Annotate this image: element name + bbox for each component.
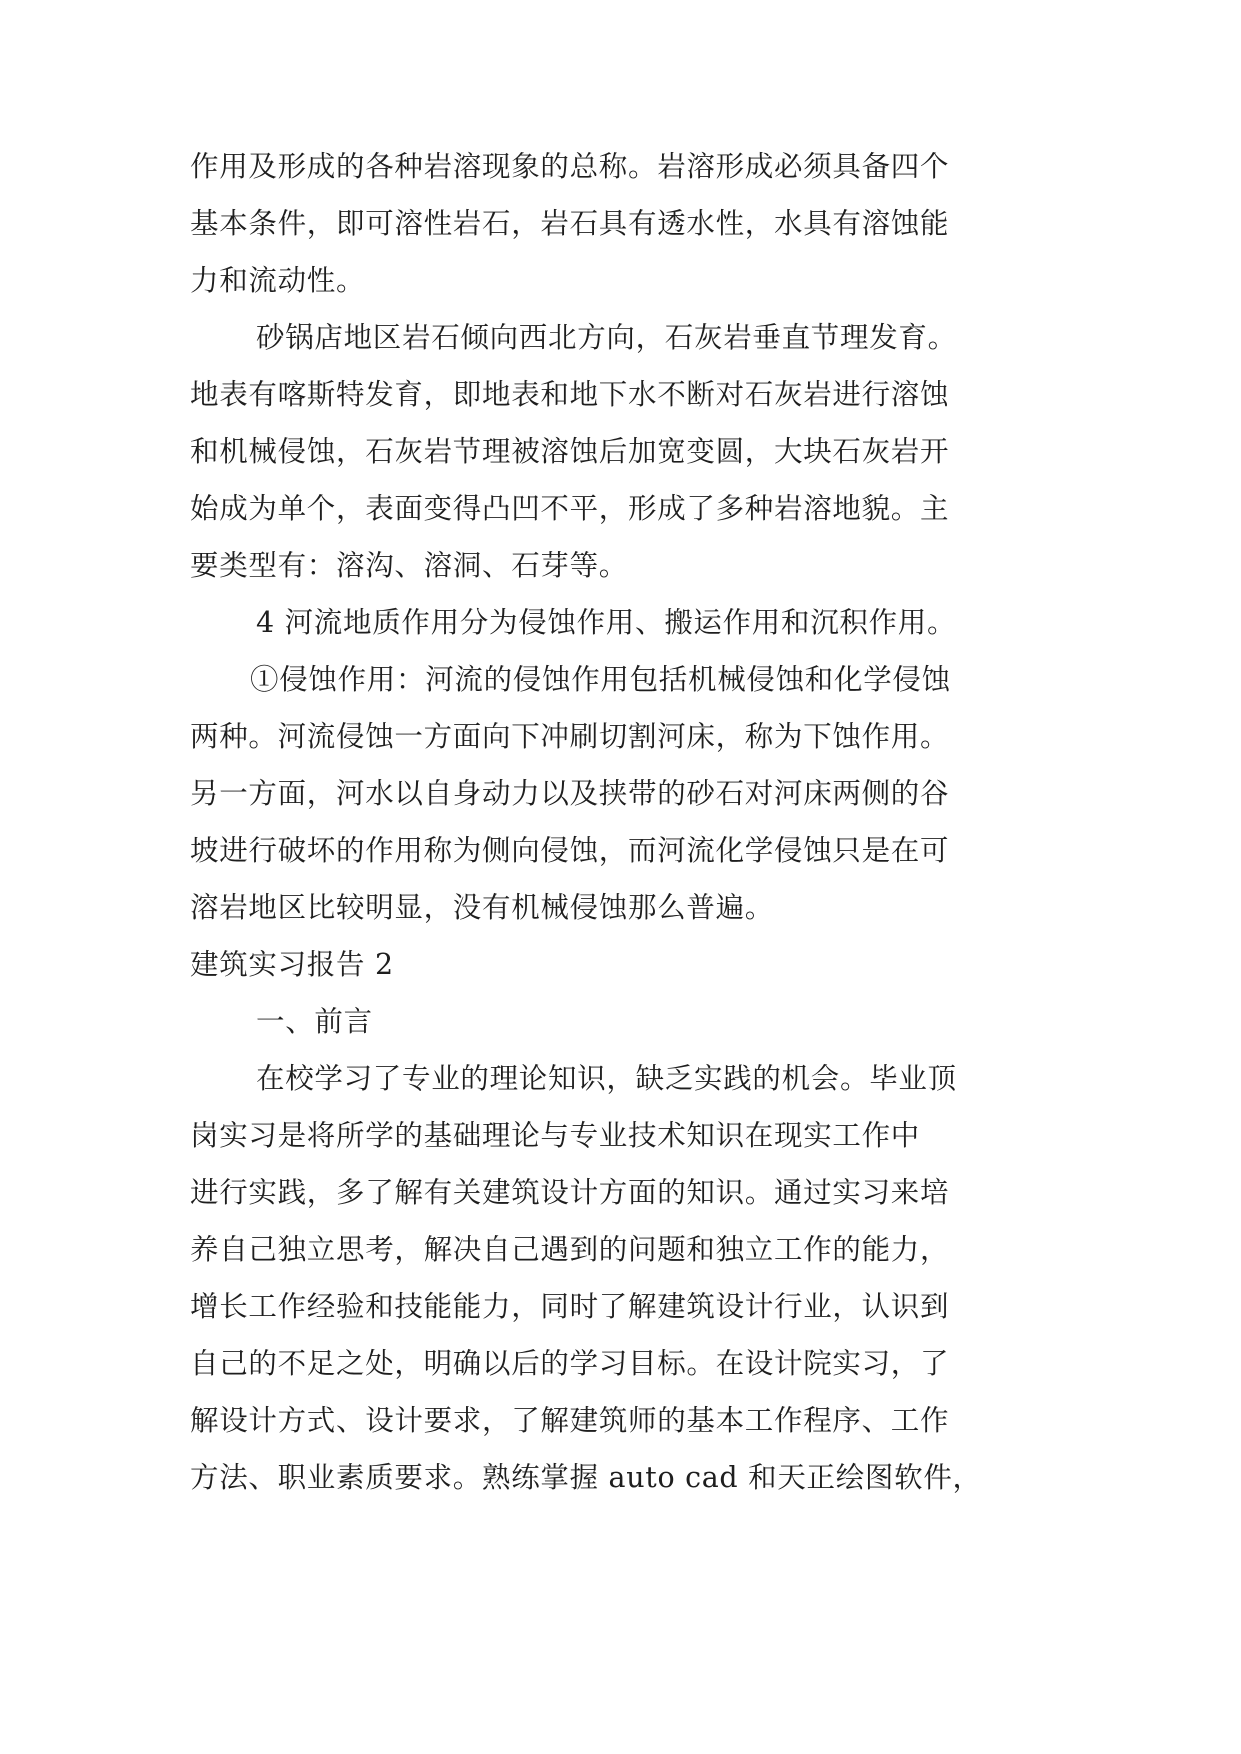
text-line: 溶岩地区比较明显，没有机械侵蚀那么普遍。 bbox=[190, 891, 775, 924]
paragraph-first-line: 砂锅店地区岩石倾向西北方向，石灰岩垂直节理发育。 bbox=[256, 321, 957, 354]
paragraph-first-line: 在校学习了专业的理论知识，缺乏实践的机会。毕业顶 bbox=[256, 1062, 957, 1095]
text-line: 力和流动性。 bbox=[190, 264, 366, 297]
text-line: 养自己独立思考，解决自己遇到的问题和独立工作的能力， bbox=[190, 1233, 950, 1266]
text-line: 岗实习是将所学的基础理论与专业技术知识在现实工作中 bbox=[190, 1119, 921, 1152]
text-line: 自己的不足之处，明确以后的学习目标。在设计院实习，了 bbox=[190, 1347, 950, 1380]
text-line: 基本条件，即可溶性岩石，岩石具有透水性，水具有溶蚀能 bbox=[190, 207, 950, 240]
text-line: 和机械侵蚀，石灰岩节理被溶蚀后加宽变圆，大块石灰岩开 bbox=[190, 435, 950, 468]
text-line: 作用及形成的各种岩溶现象的总称。岩溶形成必须具备四个 bbox=[190, 150, 950, 183]
text-line: 要类型有：溶沟、溶洞、石芽等。 bbox=[190, 549, 629, 582]
paragraph-first-line: ①侵蚀作用：河流的侵蚀作用包括机械侵蚀和化学侵蚀 bbox=[250, 663, 951, 696]
section-heading: 建筑实习报告 2 bbox=[190, 948, 394, 981]
paragraph-first-line: 4 河流地质作用分为侵蚀作用、搬运作用和沉积作用。 bbox=[256, 606, 957, 639]
text-line: 地表有喀斯特发育，即地表和地下水不断对石灰岩进行溶蚀 bbox=[190, 378, 950, 411]
text-line: 解设计方式、设计要求，了解建筑师的基本工作程序、工作 bbox=[190, 1404, 950, 1437]
subsection-heading: 一、前言 bbox=[256, 1005, 373, 1038]
document-body bbox=[190, 152, 1070, 1493]
text-line: 进行实践，多了解有关建筑设计方面的知识。通过实习来培 bbox=[190, 1176, 950, 1209]
text-line: 另一方面，河水以自身动力以及挟带的砂石对河床两侧的谷 bbox=[190, 777, 950, 810]
text-line: 方法、职业素质要求。熟练掌握 auto cad 和天正绘图软件， bbox=[190, 1461, 982, 1494]
text-line: 增长工作经验和技能能力，同时了解建筑设计行业，认识到 bbox=[190, 1290, 950, 1323]
text-line: 坡进行破坏的作用称为侧向侵蚀，而河流化学侵蚀只是在可 bbox=[190, 834, 950, 867]
text-line: 始成为单个，表面变得凸凹不平，形成了多种岩溶地貌。主 bbox=[190, 492, 950, 525]
text-line: 两种。河流侵蚀一方面向下冲刷切割河床，称为下蚀作用。 bbox=[190, 720, 950, 753]
